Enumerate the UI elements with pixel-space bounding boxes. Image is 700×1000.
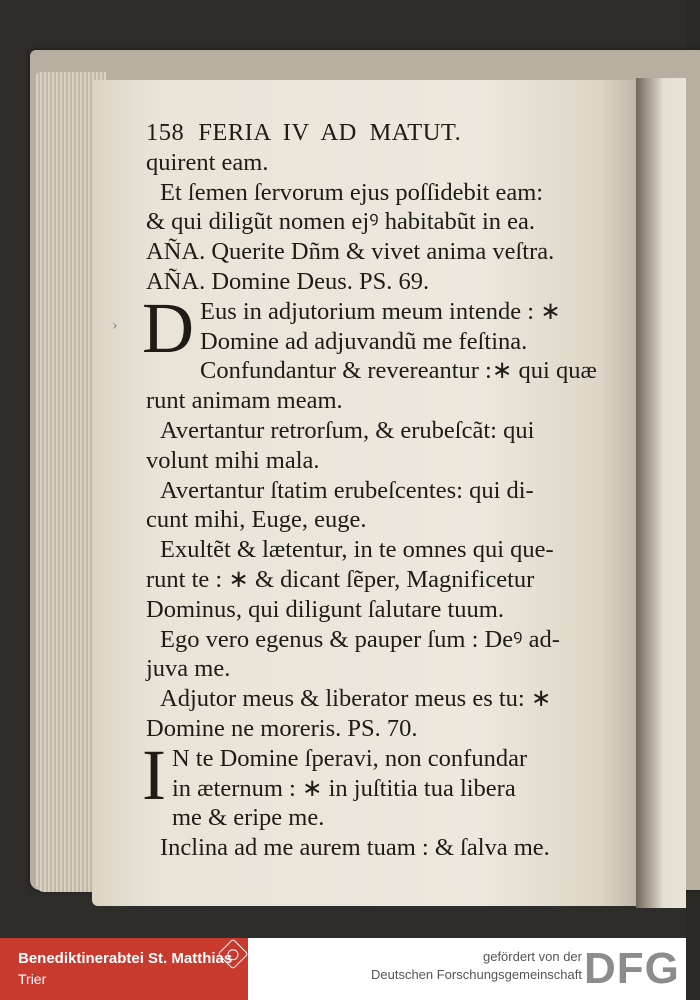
text-line: Domine ne moreris. PS. 70. (146, 714, 418, 742)
text-line: juva me. (146, 655, 231, 683)
text-line: me & eripe me. (171, 804, 325, 832)
text-line: AÑA. Domine Deus. PS. 69. (146, 267, 430, 295)
institution-banner[interactable] (0, 938, 248, 1000)
text-line: AÑA. Querite Dñm & vivet anima veſtra. (146, 238, 555, 266)
text-line: Avertantur ſtatim erubeſcentes: qui di- (160, 476, 534, 504)
psalm-69-opening (142, 287, 616, 368)
institution-city: Trier (18, 971, 47, 987)
page-number: 158 (146, 119, 185, 146)
text-line: Confundantur & revereantur :∗ qui quæ (200, 357, 597, 385)
running-head: FERIA IV AD MATUT. (198, 119, 462, 146)
sponsor-line-2: Deutschen Forschungsgemeinschaft (370, 967, 582, 982)
text-line: runt te : ∗ & dicant ſẽper, Magnificetur (146, 565, 535, 593)
running-header (146, 118, 616, 148)
text-line: Ego vero egenus & pauper ſum : Deꝰ ad- (160, 625, 560, 653)
text-line: quirent eam. (146, 148, 269, 176)
sponsor-line-1: gefördert von der (482, 949, 582, 964)
sponsor-note (371, 948, 582, 984)
text-line: Eus in adjutorium meum intende : ∗ (200, 297, 561, 325)
text-line: runt animam meam. (146, 387, 343, 415)
text-line: Exultẽt & lætentur, in te omnes qui que- (160, 536, 554, 564)
text-line: Dominus, qui diligunt ſalutare tuum. (146, 595, 504, 623)
text-line: Adjutor meus & liberator meus es tu: ∗ (160, 685, 552, 713)
drop-cap-i: I (142, 734, 166, 815)
page-text (142, 118, 616, 863)
drop-cap-d: D (142, 287, 194, 368)
book-gutter (636, 78, 686, 908)
text-line: Avertantur retrorſum, & erubeſcãt: qui (160, 416, 535, 444)
dfg-logo[interactable]: DFG (584, 944, 680, 993)
text-line: in æternum : ∗ in juſtitia tua libera (171, 774, 516, 802)
margin-mark-icon: › (112, 318, 118, 334)
text-line: volunt mihi mala. (146, 446, 320, 474)
text-line: Inclina ad me aurem tuam : & ſalva me. (160, 834, 550, 862)
text-line: N te Domine ſperavi, non confundar (171, 744, 528, 772)
text-line: Domine ad adjuvandũ me feſtina. (200, 327, 528, 355)
psalm-70-opening (142, 734, 616, 815)
text-line: Et ſemen ſervorum ejus poſſidebit eam: (160, 178, 544, 206)
institution-name: Benediktinerabtei St. Matthias (18, 950, 233, 967)
footer-bar (0, 938, 686, 1000)
text-line: cunt mihi, Euge, euge. (146, 506, 367, 534)
text-line: & qui diligũt nomen ejꝰ habitabũt in ea. (146, 208, 536, 236)
